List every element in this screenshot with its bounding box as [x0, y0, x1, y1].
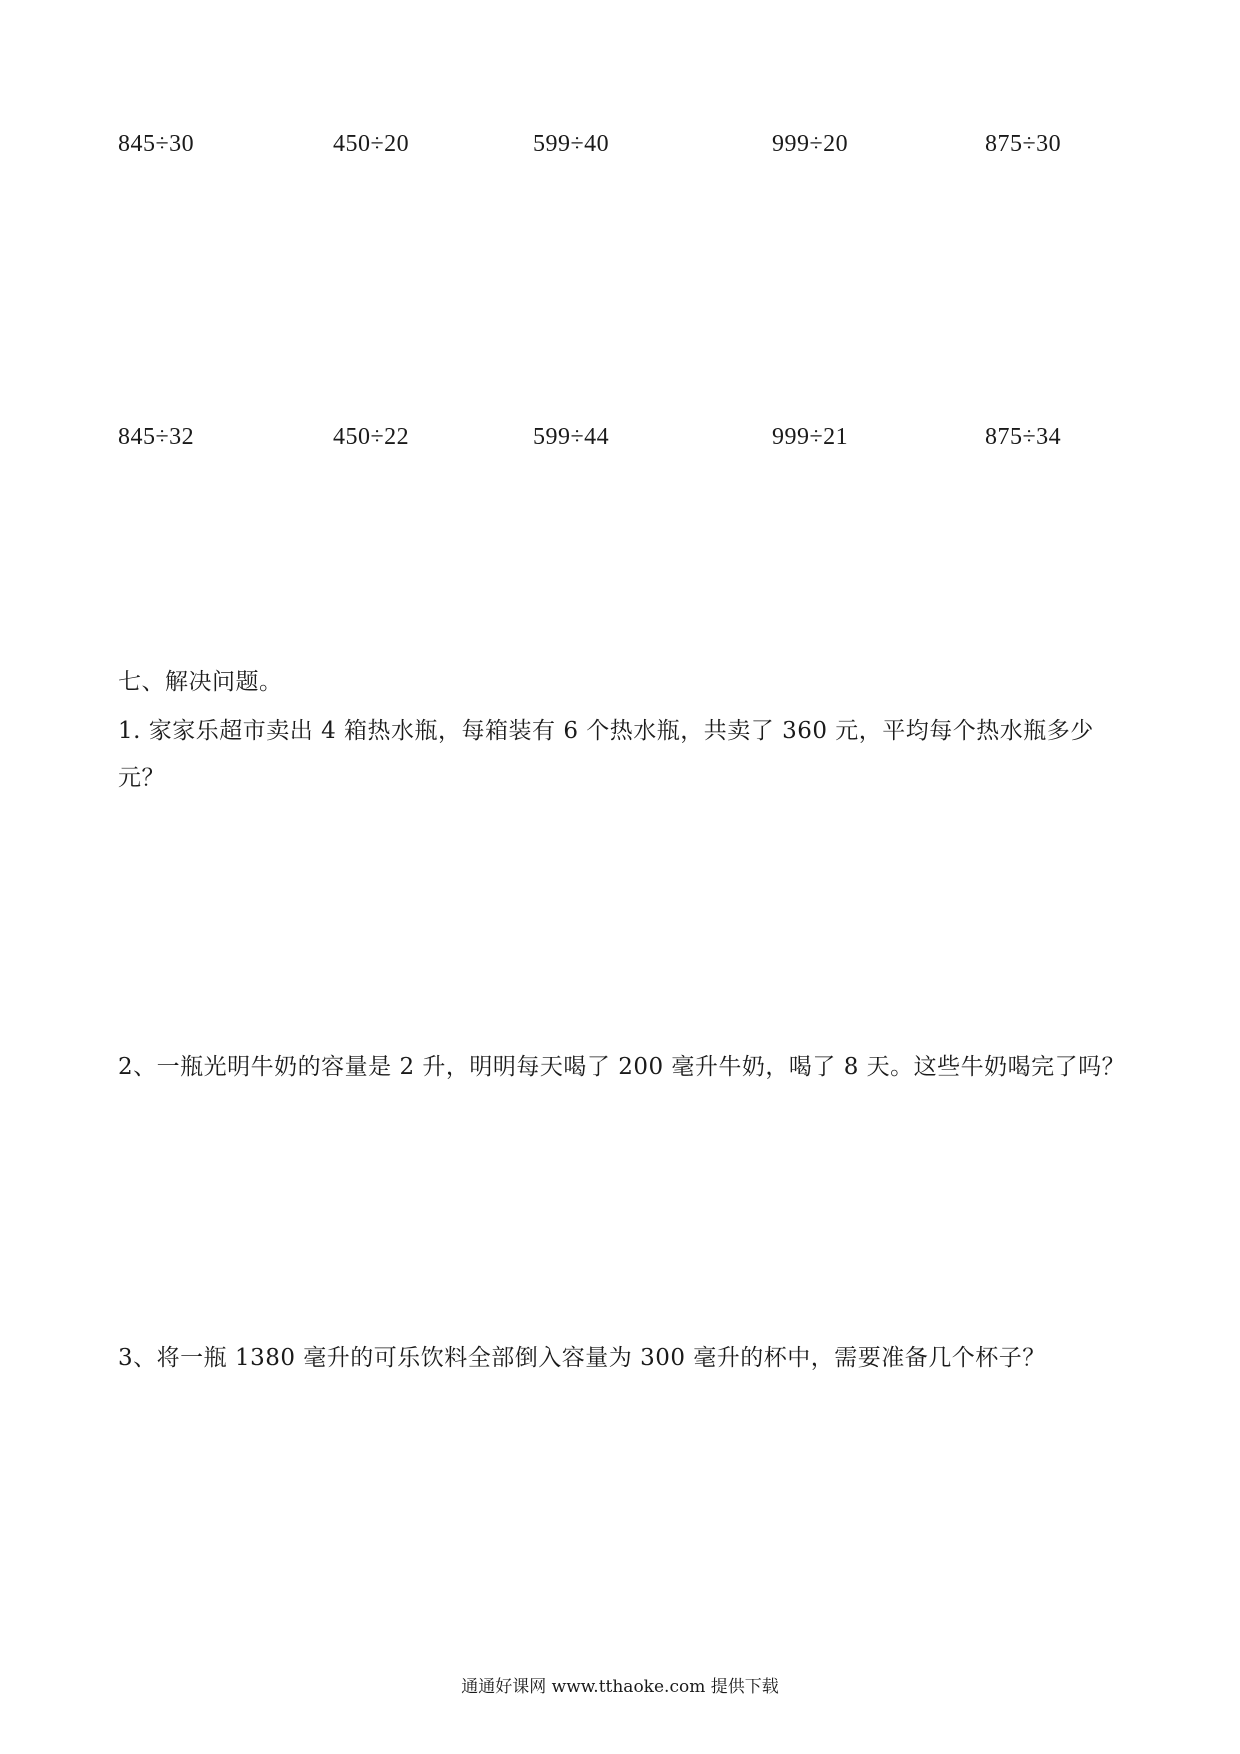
exercise-r2-c5: 875÷34 — [985, 424, 1062, 450]
problem-1-line-1: 1. 家家乐超市卖出 4 箱热水瓶，每箱装有 6 个热水瓶，共卖了 360 元，平均每个热水瓶多少 — [118, 718, 1094, 744]
exercise-r2-c2: 450÷22 — [333, 424, 410, 450]
exercise-r1-c1: 845÷30 — [118, 131, 195, 157]
exercise-r2-c3: 599÷44 — [533, 424, 610, 450]
problem-1-line-2: 元？ — [118, 765, 165, 791]
footer-download-note: 通通好课网 www.tthaoke.com 提供下载 — [461, 1677, 779, 1697]
exercise-r1-c4: 999÷20 — [772, 131, 849, 157]
exercise-r2-c4: 999÷21 — [772, 424, 849, 450]
problem-3-line-1: 3、将一瓶 1380 毫升的可乐饮料全部倒入容量为 300 毫升的杯中，需要准备几个杯子？ — [118, 1345, 1046, 1371]
exercise-r1-c3: 599÷40 — [533, 131, 610, 157]
problem-2-line-1: 2、一瓶光明牛奶的容量是 2 升，明明每天喝了 200 毫升牛奶，喝了 8 天。这些牛奶喝完了吗？ — [118, 1054, 1126, 1080]
exercise-r1-c5: 875÷30 — [985, 131, 1062, 157]
section-heading: 七、解决问题。 — [118, 669, 283, 695]
exercise-r1-c2: 450÷20 — [333, 131, 410, 157]
exercise-r2-c1: 845÷32 — [118, 424, 195, 450]
